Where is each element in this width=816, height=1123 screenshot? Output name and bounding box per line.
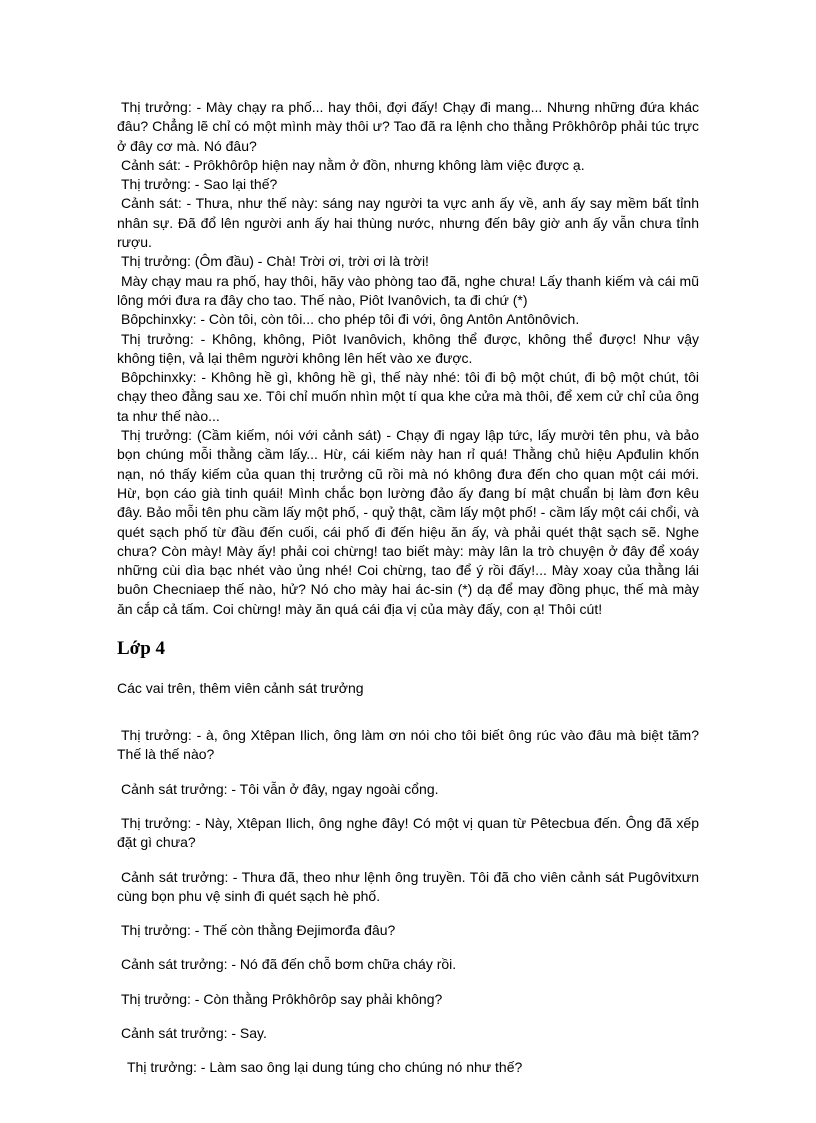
- paragraph: Cảnh sát trưởng: - Nó đã đến chỗ bơm chữa cháy rồi.: [121, 956, 457, 973]
- paragraph: Thị trưởng: - Này, Xtêpan Ilich, ông nghe đây! Có một vị quan từ Pêtecbua đến. Ông đã xếp đặt gì chưa?: [117, 814, 699, 851]
- paragraph: Thị trưởng: (Ôm đầu) - Chà! Trời ơi, trời ơi là trời!: [121, 253, 429, 270]
- paragraph: Thị trưởng: (Cầm kiếm, nói với cảnh sát) - Chạy đi ngay lập tức, lấy mười tên phu, và bảo bọn chúng mỗi thằng cầm lấy... Hừ, cái kiếm này han rỉ quá! Thằng chủ hiệu Apđulin khốn nạn, nó thấy kiếm của quan thị trưởng cũ rồi mà nó không đưa đến cho quan một cái mới. Hừ, bọn cáo già tinh quái! Mình chắc bọn lường đảo ấy đang bí mật chuẩn bị làm đơn kêu đây. Bảo mỗi tên phu cầm lấy một phố, - quỷ thật, cầm lấy một phố! - cầm lấy một cái chổi, và quét sạch phố từ đầu đến cuối, cái phố đi đến hiệu ăn ấy, và phải quét thật sạch sẽ. Nghe chưa? Còn mày! Mày ấy! phải coi chừng! tao biết mày: mày lân la trò chuyện ở đây để xoáy những cùi dìa bạc nhét vào ủng nhé! Coi chừng, tao để ý rồi đấy!... Mày xoay của thằng lái buôn Checniaep thế nào, hử? Nó cho mày hai ác-sin (*) dạ để may đồng phục, thế mà mày ăn cắp cả tấm. Coi chừng! mày ăn quá cái địa vị của mày đấy, con ạ! Thôi cút!: [117, 427, 699, 617]
- paragraph: Thị trưởng: - Mày chạy ra phố... hay thôi, đợi đấy! Chạy đi mang... Nhưng những đứa khác đâu? Chẳng lẽ chỉ có một mình mày thôi ư? Tao đã ra lệnh cho thằng Prôkhôrôp phải túc trực ở đây cơ mà. Nó đâu?: [117, 99, 699, 154]
- spacer: [117, 698, 699, 726]
- paragraph: Thị trưởng: - Thế còn thằng Đejimorđa đâu?: [121, 922, 396, 939]
- paragraph: Cảnh sát trưởng: - Tôi vẫn ở đây, ngay ngoài cổng.: [121, 780, 439, 797]
- scene-description: Các vai trên, thêm viên cảnh sát trưởng: [117, 680, 364, 697]
- paragraph: Bôpchinxky: - Không hề gì, không hề gì, thế này nhé: tôi đi bộ một chút, đi bộ một chút, tôi chạy theo đằng sau xe. Tôi chỉ muốn nhìn một tí qua khe cửa mà thôi, để xem cử chỉ của ông ta như thế nào...: [117, 369, 699, 424]
- paragraph: Cảnh sát: - Prôkhôrôp hiện nay nằm ở đồn, nhưng không làm việc được ạ.: [121, 156, 585, 173]
- paragraph: Thị trưởng: - Sao lại thế?: [121, 176, 278, 193]
- paragraph: Cảnh sát trưởng: - Thưa đã, theo như lệnh ông truyền. Tôi đã cho viên cảnh sát Pugôvitxưn cùng bọn phu vệ sinh đi quét sạch hè phố.: [117, 868, 699, 904]
- paragraph: Cảnh sát trưởng: - Say.: [121, 1024, 267, 1041]
- paragraph: Cảnh sát: - Thưa, như thế này: sáng nay người ta vực anh ấy về, anh ấy say mềm bất tỉnh nhân sự. Đã đổ lên người anh ấy hai thùng nước, nhưng đến bây giờ anh ấy vẫn chưa tỉnh rượu.: [117, 195, 699, 251]
- paragraph: Thị trưởng: - Không, không, Piôt Ivanôvich, không thể được, không thể được! Như vậy không tiện, vả lại thêm người không lên hết vào xe được.: [117, 330, 699, 366]
- document-page: [117, 98, 699, 1093]
- section-heading: Lớp 4: [117, 638, 166, 660]
- paragraph: Mày chạy mau ra phố, hay thôi, hãy vào phòng tao đã, nghe chưa! Lấy thanh kiếm và cái mũ lông mới đưa ra đây cho tao. Thế nào, Piôt Ivanôvich, ta đi chứ (*): [117, 272, 699, 308]
- paragraph: Thị trưởng: - Còn thằng Prôkhôrôp say phải không?: [121, 990, 443, 1007]
- paragraph: Thị trưởng: - Làm sao ông lại dung túng cho chúng nó như thế?: [127, 1059, 523, 1076]
- paragraph: Bôpchinxky: - Còn tôi, còn tôi... cho phép tôi đi với, ông Antôn Antônôvich.: [121, 311, 580, 328]
- paragraph: Thị trưởng: - à, ông Xtêpan Ilich, ông làm ơn nói cho tôi biết ông rúc vào đâu mà biệt tăm? Thế là thế nào?: [117, 727, 699, 763]
